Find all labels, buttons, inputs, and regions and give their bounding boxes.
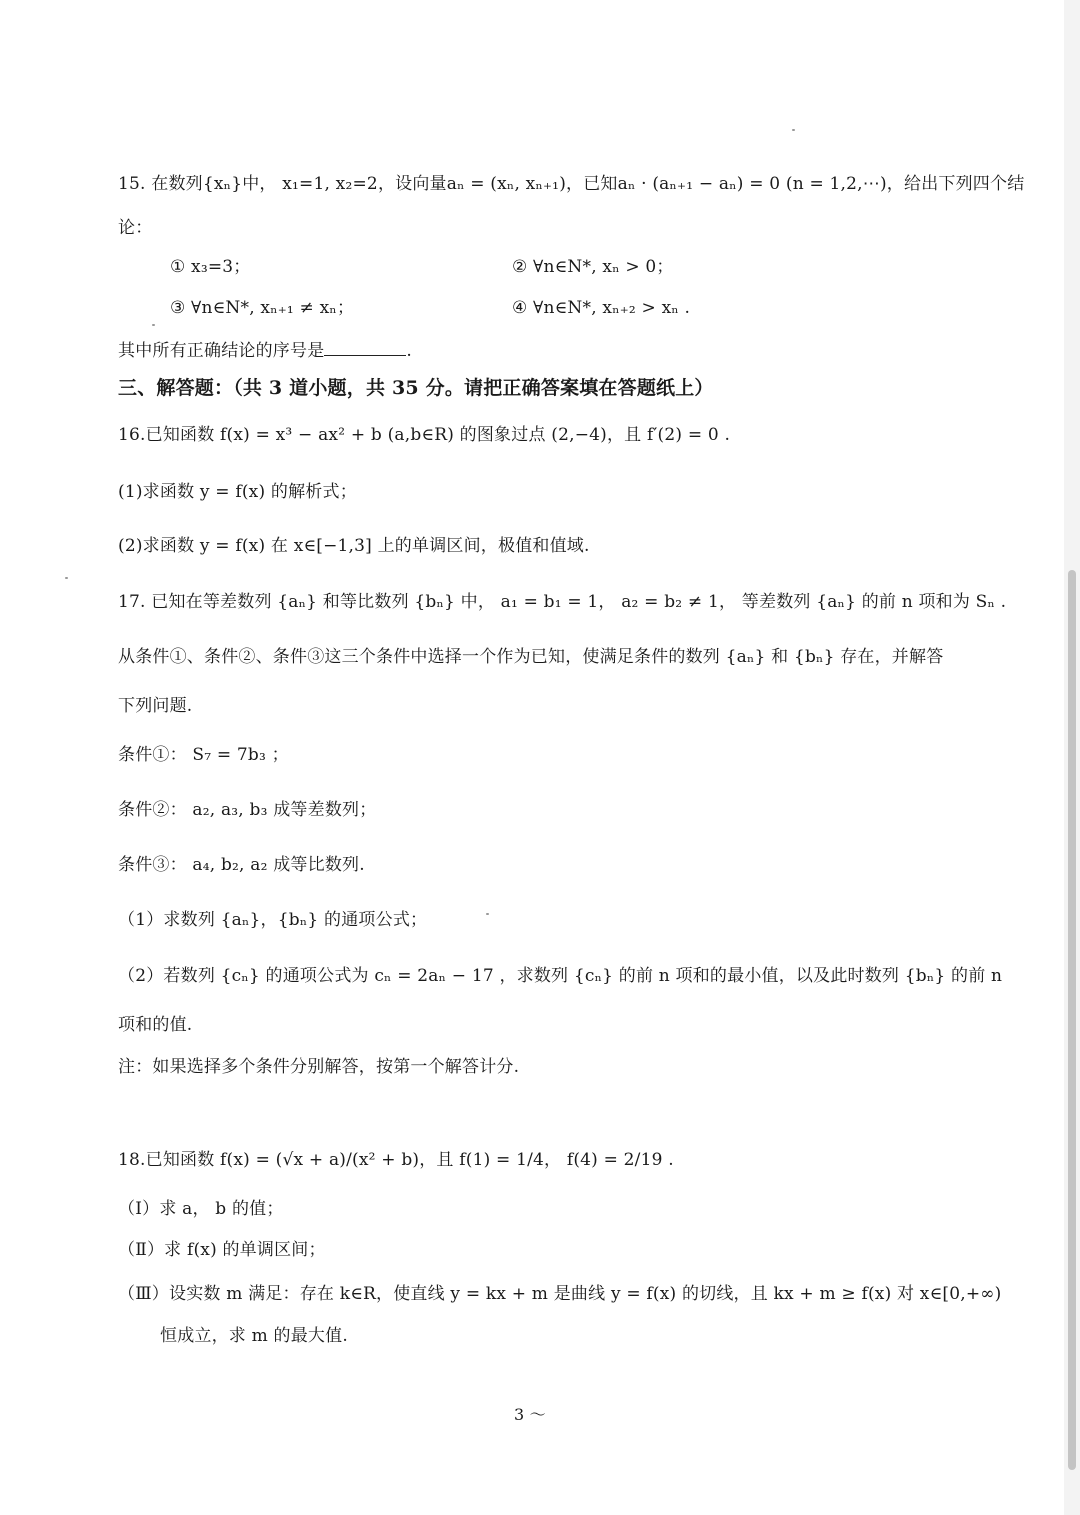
answer-blank — [324, 337, 406, 356]
p16-part1: (1)求函数 y = f(x) 的解析式； — [118, 482, 357, 502]
scan-speck — [486, 913, 489, 915]
p15-option-1: ① x₃=3； — [170, 257, 251, 277]
p15-question — [118, 337, 412, 363]
p17-part2-line1: （2）若数列 {cₙ} 的通项公式为 cₙ = 2aₙ − 17 ，求数列 {cₙ} 的前 n 项和的最小值，以及此时数列 {bₙ} 的前 n — [118, 966, 1003, 986]
p18-part3-line2: 恒成立，求 m 的最大值. — [160, 1326, 348, 1346]
p17-part1: （1）求数列 {aₙ}，{bₙ} 的通项公式； — [118, 910, 428, 930]
p18-part1: （Ⅰ）求 a， b 的值； — [118, 1199, 284, 1219]
scan-speck — [152, 324, 155, 326]
section3-heading: 三、解答题：（共 3 道小题，共 35 分。请把正确答案填在答题纸上） — [118, 377, 714, 399]
p15-option-2: ② ∀n∈N*, xₙ > 0； — [512, 257, 674, 277]
p15-option-3: ③ ∀n∈N*, xₙ₊₁ ≠ xₙ； — [170, 298, 355, 318]
p15-option-4: ④ ∀n∈N*, xₙ₊₂ > xₙ . — [512, 298, 691, 318]
p15-stem-line2: 论： — [118, 218, 153, 238]
p15-question-end: . — [406, 341, 413, 361]
scan-speck — [792, 129, 795, 131]
p18-part2: （Ⅱ）求 f(x) 的单调区间； — [118, 1240, 326, 1260]
p18-part3-line1: （Ⅲ）设实数 m 满足：存在 k∈R，使直线 y = kx + m 是曲线 y = f(x) 的切线，且 kx + m ≥ f(x) 对 x∈[0,+∞) — [118, 1284, 1002, 1304]
scan-speck — [65, 577, 68, 579]
p15-stem-line1: 15. 在数列{xₙ}中， x₁=1, x₂=2，设向量aₙ = (xₙ, xₙ₊₁)，已知aₙ · (aₙ₊₁ − aₙ) = 0 (n = 1,2,⋯)，给出下列四个结 — [118, 174, 1025, 194]
p17-stem-line3: 下列问题. — [118, 696, 193, 716]
page-number: 3 ～ — [514, 1405, 546, 1424]
p16-stem: 16.已知函数 f(x) = x³ − ax² + b (a,b∈R) 的图象过点 (2,−4)，且 f′(2) = 0 . — [118, 425, 731, 445]
p15-question-text: 其中所有正确结论的序号是 — [118, 341, 325, 361]
scrollbar-thumb[interactable] — [1068, 570, 1076, 1470]
p16-part2: (2)求函数 y = f(x) 在 x∈[−1,3] 上的单调区间，极值和值域. — [118, 536, 590, 556]
p17-condition-3: 条件③： a₄, b₂, a₂ 成等比数列. — [118, 855, 365, 875]
vertical-scrollbar[interactable] — [1064, 0, 1080, 1515]
p17-note: 注：如果选择多个条件分别解答，按第一个解答计分. — [118, 1057, 520, 1077]
p17-condition-2: 条件②： a₂, a₃, b₃ 成等差数列； — [118, 800, 377, 820]
p17-part2-line2: 项和的值. — [118, 1015, 193, 1035]
p17-condition-1: 条件①： S₇ = 7b₃ ； — [118, 745, 289, 765]
p18-stem: 18.已知函数 f(x) = (√x + a)/(x² + b)，且 f(1) = 1/4， f(4) = 2/19 . — [118, 1150, 674, 1170]
p17-stem-line1: 17. 已知在等差数列 {aₙ} 和等比数列 {bₙ} 中， a₁ = b₁ = 1， a₂ = b₂ ≠ 1， 等差数列 {aₙ} 的前 n 项和为 Sₙ . — [118, 592, 1007, 612]
p17-stem-line2: 从条件①、条件②、条件③这三个条件中选择一个作为已知，使满足条件的数列 {aₙ} 和 {bₙ} 存在，并解答 — [118, 647, 944, 667]
